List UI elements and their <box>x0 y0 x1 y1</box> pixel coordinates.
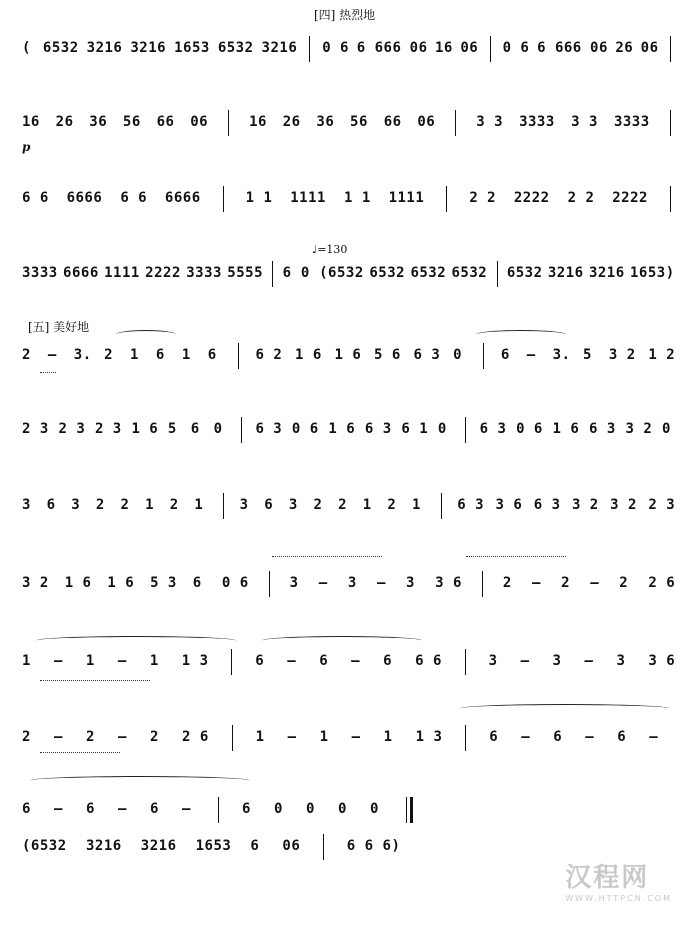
watermark-url: WWW.HTTPCN.COM <box>565 894 672 903</box>
note-group: 6 3 <box>457 497 485 513</box>
note-group: 16 <box>434 40 453 56</box>
note-group: 6 <box>150 801 159 817</box>
barline <box>465 417 466 443</box>
note-group: 6 3 <box>479 421 507 437</box>
note-group: 1 6 <box>64 575 92 591</box>
section-four-title: [四] 热烈地 <box>314 8 376 22</box>
barline <box>228 110 229 136</box>
note-group: – <box>47 347 57 363</box>
note-group: 1111 <box>290 190 326 206</box>
note-group: 56 <box>122 114 141 130</box>
note-group: 0 <box>437 421 447 437</box>
note-group: – <box>649 729 659 745</box>
note-group: – <box>287 653 297 669</box>
note-group: – <box>585 729 595 745</box>
note-group: 6 <box>242 801 251 817</box>
barline <box>269 571 270 597</box>
note-group: 0 <box>453 347 462 363</box>
score-row <box>0 568 692 598</box>
note-group: 2 6 <box>182 729 209 745</box>
barline <box>272 261 273 287</box>
note-group: 2 <box>22 347 31 363</box>
note-group: – <box>351 653 361 669</box>
barline <box>446 186 447 212</box>
note-group: 6532 <box>410 265 447 281</box>
score-row <box>0 340 692 370</box>
note-group: 2 3 <box>94 421 122 437</box>
barline <box>670 186 671 212</box>
note-group: 6 666 <box>537 40 582 56</box>
note-group: 3 6 <box>495 497 523 513</box>
note-group: 6 <box>207 347 217 363</box>
note-group: ( <box>22 40 31 56</box>
note-group: 6532 <box>506 265 543 281</box>
note-group: 3 <box>552 653 562 669</box>
dotted-line <box>40 680 150 681</box>
note-group: 6666 <box>66 190 103 206</box>
barline <box>323 834 324 860</box>
note-group: 5 <box>582 347 592 363</box>
note-group: 3 <box>71 497 81 513</box>
barline <box>482 571 483 597</box>
score-row <box>0 490 692 520</box>
barline <box>241 417 242 443</box>
note-group: 6 3 <box>533 497 561 513</box>
note-group: 1 1 <box>245 190 273 206</box>
note-group: 3 6 <box>435 575 462 591</box>
note-group: 2 2 <box>567 190 595 206</box>
dotted-line <box>40 752 120 753</box>
note-group: 2 3 <box>22 421 49 437</box>
note-group: 6 <box>86 801 95 817</box>
note-group: 1 <box>85 653 95 669</box>
note-group: – <box>118 801 127 817</box>
note-group: 3216 <box>261 40 298 56</box>
note-group: 2 <box>95 497 105 513</box>
note-group: 6 <box>553 729 563 745</box>
note-group: 3 2 <box>571 497 599 513</box>
note-group: 6 <box>264 497 274 513</box>
note-group: 26 <box>615 40 634 56</box>
note-group: 6532 <box>217 40 254 56</box>
slur-mark <box>36 636 236 645</box>
note-group: 1 6 <box>328 421 356 437</box>
note-group: 2 <box>120 497 130 513</box>
note-group: 6 3 <box>413 347 441 363</box>
note-group: 2 <box>169 497 179 513</box>
note-group: 3 <box>289 575 299 591</box>
score-row <box>0 414 692 444</box>
note-group: 0 <box>306 801 315 817</box>
note-group: 6 3 <box>364 421 392 437</box>
note-group: – <box>376 575 386 591</box>
barline <box>670 110 671 136</box>
note-group: 16 <box>22 114 40 130</box>
arrow-line <box>40 372 56 373</box>
note-group: 2222 <box>513 190 550 206</box>
note-group: 6 <box>46 497 56 513</box>
note-group: 3 2 <box>625 421 653 437</box>
note-group: 3 <box>406 575 415 591</box>
note-group: 6 3 <box>255 421 283 437</box>
note-group: 6 6 <box>120 190 148 206</box>
note-group: 0 6 <box>502 40 530 56</box>
note-group: 0 <box>370 801 379 817</box>
note-group: 06 <box>460 40 479 56</box>
note-group: 1 <box>319 729 329 745</box>
note-group: – <box>318 575 328 591</box>
barline <box>465 725 466 751</box>
note-group: 0 <box>274 801 283 817</box>
note-group: 1 <box>194 497 204 513</box>
note-group: 3 <box>616 653 626 669</box>
note-group: 1 6 <box>334 347 362 363</box>
note-group: 6 <box>250 838 260 854</box>
barline <box>223 493 224 519</box>
note-group: 0 <box>662 421 671 437</box>
score-row <box>0 33 692 63</box>
note-group: 3333 <box>613 114 650 130</box>
note-group: 1 6 <box>295 347 322 363</box>
note-group: 2 <box>387 497 397 513</box>
barline <box>465 649 466 675</box>
note-group: 3 6 <box>648 653 676 669</box>
note-group: 0 6 <box>516 421 543 437</box>
note-group: 6532 <box>369 265 406 281</box>
note-group: 1 <box>149 653 159 669</box>
note-group: 66 <box>156 114 175 130</box>
note-group: 2 <box>150 729 159 745</box>
barline <box>670 36 671 62</box>
note-group: 6 <box>617 729 627 745</box>
note-group: 6 1 <box>401 421 429 437</box>
note-group: 6 <box>282 265 292 281</box>
note-group: 0 <box>338 801 347 817</box>
note-group: 1 <box>383 729 393 745</box>
barline <box>218 797 219 823</box>
note-group: 0 <box>300 265 310 281</box>
note-group: 5 3 <box>150 575 177 591</box>
note-group: 0 6 <box>291 421 319 437</box>
note-group: 1 6 <box>131 421 159 437</box>
note-group: – <box>532 575 541 591</box>
note-group: 26 <box>282 114 301 130</box>
note-group: – <box>526 347 536 363</box>
note-group: (6532 <box>319 265 364 281</box>
barline <box>455 110 456 136</box>
note-group: – <box>53 653 63 669</box>
dynamic-marking: p <box>22 140 31 154</box>
note-group: 0 <box>213 421 223 437</box>
note-group: – <box>54 729 63 745</box>
score-row <box>0 794 692 824</box>
note-group: 3. <box>73 347 92 363</box>
note-group: 1653 <box>174 40 210 56</box>
note-group: 3 3 <box>476 114 504 130</box>
note-group: 1653 <box>195 838 232 854</box>
note-group: 56 <box>350 114 368 130</box>
note-group: 3216 <box>588 265 625 281</box>
note-group: 66 <box>383 114 402 130</box>
score-row <box>0 646 692 676</box>
slur-mark <box>116 330 176 339</box>
note-group: 2 <box>561 575 571 591</box>
note-group: 1653) <box>630 265 675 281</box>
note-group: – <box>590 575 600 591</box>
barline <box>497 261 498 287</box>
note-group: 36 <box>89 114 108 130</box>
barline <box>309 36 310 62</box>
barline <box>238 343 239 369</box>
score-row <box>0 107 692 137</box>
score-row <box>0 722 692 752</box>
note-group: 3216 <box>140 838 177 854</box>
note-group: 2222 <box>145 265 181 281</box>
note-group: 6532 <box>451 265 488 281</box>
note-group: 06 <box>190 114 209 130</box>
note-group: – <box>182 801 191 817</box>
score-row <box>0 183 692 213</box>
note-group: 1 <box>130 347 139 363</box>
barline <box>231 649 232 675</box>
barline <box>441 493 442 519</box>
note-group: 2 <box>502 575 512 591</box>
note-group: 06 <box>282 838 301 854</box>
dotted-line <box>466 556 566 557</box>
section-five-title: [五] 美好地 <box>28 320 90 334</box>
note-group: 1 <box>412 497 421 513</box>
note-group: – <box>118 729 127 745</box>
note-group: – <box>521 729 531 745</box>
note-group: 6 <box>255 653 265 669</box>
note-group: 6 <box>22 801 31 817</box>
note-group: 16 <box>249 114 267 130</box>
note-group: 6 <box>500 347 510 363</box>
note-group: 2 <box>313 497 323 513</box>
tempo-marking: ♩=130 <box>312 243 348 256</box>
note-group: 2 <box>22 729 31 745</box>
dotted-line <box>272 556 382 557</box>
note-group: 1 <box>255 729 265 745</box>
note-group: 3216 <box>86 838 122 854</box>
note-group: 1 6 <box>552 421 580 437</box>
note-group: – <box>287 729 297 745</box>
note-group: 3333 <box>186 265 222 281</box>
note-group: 6 <box>155 347 165 363</box>
note-group: 6532 <box>42 40 79 56</box>
barline <box>223 186 224 212</box>
note-group: 3216 <box>130 40 167 56</box>
note-group: 0 6 <box>322 40 349 56</box>
note-group: 2 3 <box>648 497 676 513</box>
note-group: 5 <box>167 421 177 437</box>
note-group: 3 3 <box>571 114 598 130</box>
score-row <box>0 258 692 288</box>
note-group: (6532 <box>22 838 67 854</box>
note-group: – <box>351 729 361 745</box>
note-group: 5555 <box>227 265 263 281</box>
note-group: 6 2 <box>255 347 283 363</box>
note-group: 1 <box>145 497 155 513</box>
note-group: 26 <box>55 114 74 130</box>
note-group: 1 3 <box>415 729 443 745</box>
note-group: 2 3 <box>58 421 86 437</box>
note-group: 0 6 <box>221 575 249 591</box>
note-group: 6 6 <box>22 190 49 206</box>
note-group: 2 2 <box>469 190 497 206</box>
note-group: 2222 <box>612 190 648 206</box>
note-group: 2 <box>104 347 114 363</box>
note-group: 1 1 <box>344 190 371 206</box>
note-group: 3 <box>347 575 357 591</box>
note-group: 1 2 <box>648 347 676 363</box>
note-group: 06 <box>417 114 436 130</box>
barline <box>483 343 484 369</box>
note-group: 2 <box>86 729 95 745</box>
note-group: 6666 <box>164 190 201 206</box>
note-group: 3216 <box>547 265 584 281</box>
note-group: 2 6 <box>648 575 676 591</box>
slur-mark <box>476 330 566 339</box>
barline <box>490 36 491 62</box>
note-group: 6 3 <box>589 421 616 437</box>
note-group: 2 <box>338 497 348 513</box>
note-group: 06 <box>640 40 659 56</box>
watermark-text: 汉程网 <box>565 863 650 893</box>
note-group: 1 <box>181 347 191 363</box>
note-group: 1 6 <box>107 575 135 591</box>
note-group: 06 <box>590 40 608 56</box>
note-group: 1111 <box>388 190 425 206</box>
note-group: 3 <box>288 497 298 513</box>
note-group: 6 <box>190 421 200 437</box>
watermark-logo <box>565 857 672 903</box>
note-group: 3 2 <box>22 575 49 591</box>
note-group: 6 6 6) <box>346 838 401 854</box>
note-group: – <box>584 653 594 669</box>
slur-mark <box>262 636 422 645</box>
note-group: 1 3 <box>181 653 209 669</box>
note-group: 6666 <box>63 265 99 281</box>
slur-mark <box>30 776 250 785</box>
note-group: 6 6 <box>415 653 442 669</box>
slur-mark <box>460 704 670 713</box>
note-group: 3. <box>552 347 571 363</box>
note-group: 3 <box>488 653 498 669</box>
note-group: 6 666 <box>356 40 402 56</box>
note-group: 6 <box>319 653 329 669</box>
note-group: 6 <box>192 575 202 591</box>
note-group: 6 <box>489 729 499 745</box>
note-group: 3333 <box>519 114 555 130</box>
note-group: 36 <box>316 114 335 130</box>
note-group: 1 <box>362 497 372 513</box>
note-group: 5 6 <box>374 347 401 363</box>
note-group: 3333 <box>22 265 58 281</box>
final-barline <box>406 797 407 823</box>
note-group: 3 <box>22 497 31 513</box>
note-group: 3216 <box>86 40 123 56</box>
note-group: 3 2 <box>608 347 636 363</box>
note-group: 6 <box>383 653 393 669</box>
note-group: – <box>54 801 63 817</box>
note-group: 1 <box>22 653 31 669</box>
note-group: 06 <box>409 40 428 56</box>
note-group: – <box>117 653 127 669</box>
note-group: 3 <box>239 497 249 513</box>
note-group: 1111 <box>104 265 140 281</box>
note-group: 2 <box>619 575 629 591</box>
barline <box>232 725 233 751</box>
note-group: 3 2 <box>610 497 637 513</box>
note-group: – <box>520 653 530 669</box>
